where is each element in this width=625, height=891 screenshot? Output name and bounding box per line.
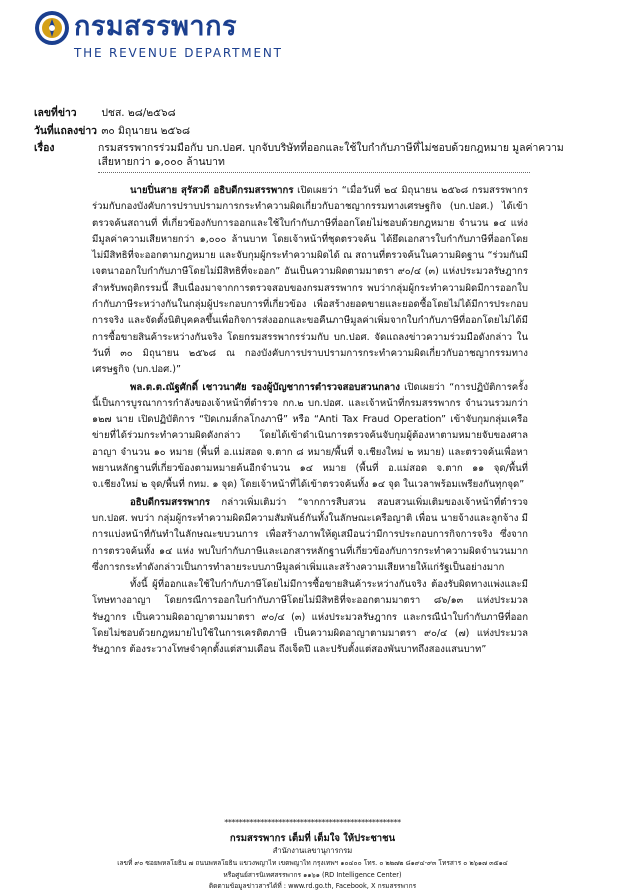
revenue-department-emblem-icon — [34, 8, 70, 48]
paragraph-1-text: เปิดเผยว่า “เมื่อวันที่ ๒๔ มิถุนายน ๒๕๖๘ กรมสรรพากร ร่วมกับกองบังคับการปราบปรามการกระทำความผิดเกี่ยวกับอาชญากรรมทางเศรษฐกิจ (บก.ปอศ.) ได้เข้าตรวจค้นสถานที่ ที่เกี่ยวข้องกับการออกและใช้ใบกำกับภาษีที่ออกโดยไม่ชอบด้วยกฎหมาย จำนวน ๑๔ แห่ง มีมูลค่าความเสียหายกว่า ๑,๐๐๐ ล้านบาท โดยเจ้าหน้าที่ชุดตรวจค้น ได้ยึดเอกสารใบกำกับภาษีที่ออกโดยไม่มีสิทธิที่จะออกตามกฎหมาย และจับกุมผู้กระทำความผิดได้ ณ สถานที่ตรวจค้นในความผิดฐาน “ร่วมกันมีเจตนาออกใบกำกับภาษีโดยไม่มีสิทธิที่จะออก” อันเป็นความผิดตามมาตรา ๙๐/๔ (๓) แห่งประมวลรัษฎากร สำหรับพฤติกรรมนี้ สืบเนื่องมาจากการตรวจสอบของกรมสรรพากร พบว่ากลุ่มผู้กระทำความผิดมีการออกใบกำกับภาษีระหว่างกันในกลุ่มผู้ประกอบการที่เกี่ยวข้อง เพื่อสร้างยอดขายและยอดซื้อโดยไม่ได้มีการประกอบการจริง และจัดตั้งนิติบุคคลขึ้นเพื่อกิจการส่งออกและขอคืนภาษีมูลค่าเพิ่มจากใบกำกับภาษีที่ออกโดยไม่ได้มีการซื้อขายสินค้าระหว่างกันจริง โดยกรมสรรพากรร่วมกับ บก.ปอศ. จัดแถลงข่าวความร่วมมือดังกล่าว ในวันที่ ๓๐ มิถุนายน ๒๕๖๘ ณ กองบังคับการปราบปรามการกระทำความผิดเกี่ยวกับอาชญากรรมทางเศรษฐกิจ (บก.ปอศ.)” — [92, 185, 528, 376]
news-date-label: วันที่แถลงข่าว — [34, 125, 97, 137]
paragraph-3-text: กล่าวเพิ่มเติมว่า “จากการสืบสวน สอบสวนเพิ่มเติมของเจ้าหน้าที่ตำรวจ บก.ปอศ. พบว่า กลุ่มผู้กระทำความผิดมีความสัมพันธ์กันทั้งในลักษณะเครือญาติ เพื่อน นายจ้างและลูกจ้าง มีการแบ่งหน้าที่กันทำในลักษณะขบวนการ เพื่อสร้างภาพให้ดูเสมือนว่ามีการประกอบการกิจการจริง ซึ่งจากการตรวจค้นทั้ง ๑๔ แห่ง พบใบกำกับภาษีและเอกสารหลักฐานที่เกี่ยวข้องกับการกระทำความผิดจำนวนมาก ซึ่งการกระทำดังกล่าวเป็นการทำลายระบบภาษีมูลค่าเพิ่มและสร้างความเสียหายให้แก่รัฐเป็นอย่างมาก — [92, 496, 528, 573]
paragraph-1-speaker: นายปิ่นสาย สุรัสวดี อธิบดีกรมสรรพากร — [130, 185, 294, 196]
paragraph-4: ทั้งนี้ ผู้ที่ออกและใช้ใบกำกับภาษีโดยไม่มีการซื้อขายสินค้าระหว่างกันจริง ต้องรับผิดทางแพ่งและมีโทษทางอาญา โดยกรณีการออกใบกำกับภาษีโดยไม่มีสิทธิที่จะออกตามมาตรา ๘๖/๑๓ แห่งประมวลรัษฎากร เป็นความผิดอาญาตามมาตรา ๙๐/๔ (๓) แห่งประมวลรัษฎากร และกรณีนำใบกำกับภาษีที่ออกโดยไม่ชอบด้วยกฎหมายไปใช้ในการเครดิตภาษี เป็นความผิดอาญาตามมาตรา ๙๐/๔ (๗) แห่งประมวลรัษฎากร ต้องระวางโทษจำคุกตั้งแต่สามเดือน ถึงเจ็ดปี และปรับตั้งแต่สองพันบาทถึงสองแสนบาท” — [92, 579, 528, 656]
paragraph-2-text: เปิดเผยว่า “การปฏิบัติการครั้งนี้เป็นการบูรณาการกำลังของเจ้าหน้าที่ตำรวจ กก.๒ บก.ปอศ. และเจ้าหน้าที่กรมสรรพากร จำนวนรวมกว่า ๑๒๗ นาย เปิดปฏิบัติการ “ปิดเกมส์กลโกงภาษี” หรือ “Anti Tax Fraud Operation” เข้าจับกุมกลุ่มเครือข่ายที่ได้ร่วมกระทำความผิดดังกล่าว โดยได้เข้าดำเนินการตรวจค้นจับกุมผู้ต้องหาตามหมายจับของศาลอาญา จำนวน ๑๐ หมาย (พื้นที่ อ.แม่สอด จ.ตาก ๘ หมาย/พื้นที่ จ.เชียงใหม่ ๒ หมาย) และตรวจค้นเพื่อหาพยานหลักฐานที่เกี่ยวข้องตามหมายค้นอีกจำนวน ๑๔ หมาย (พื้นที่ อ.แม่สอด จ.ตาก ๑๑ จุด/พื้นที่ จ.เชียงใหม่ ๒ จุด/พื้นที่ กทม. ๑ จุด) โดยเจ้าหน้าที่ได้เข้าตรวจค้นทั้ง ๑๔ จุด ในเวลาพร้อมเพรียงกันทุกจุด” — [92, 381, 528, 491]
footer-motto: กรมสรรพากร เต็มที่ เต็มใจ ให้ประชาชน — [229, 833, 396, 844]
subject-label: เรื่อง — [34, 142, 55, 154]
logo-thai-wordmark: กรมสรรพากร — [74, 11, 237, 42]
logo-english-wordmark: THE REVENUE DEPARTMENT — [74, 46, 283, 60]
paragraph-3 — [92, 495, 528, 576]
paragraph-2 — [92, 380, 528, 494]
paragraph-2-speaker: พล.ต.ต.ณัฐศักดิ์ เชาวนาศัย รองผู้บัญชาการตำรวจสอบสวนกลาง — [130, 381, 400, 393]
paragraph-1 — [92, 183, 528, 379]
divider — [98, 172, 530, 173]
news-number: ปชส. ๒๘/๒๕๖๘ — [101, 107, 176, 119]
letterhead — [34, 8, 434, 68]
subject-text: กรมสรรพากรร่วมมือกับ บก.ปอศ. บุกจับบริษัทที่ออกและใช้ใบกำกับภาษีที่ไม่ชอบด้วยกฎหมาย มูลค่าความเสียหายกว่า ๑,๐๐๐ ล้านบาท — [98, 142, 564, 168]
news-number-label: เลขที่ข่าว — [34, 107, 77, 119]
footer-address: เลขที่ ๙๐ ซอยพหลโยธิน ๗ ถนนพหลโยธิน แขวงพญาไท เขตพญาไท กรุงเทพฯ ๑๐๔๐๐ โทร. ๐ ๒๒๗๒ ๘๑๙๔-๙๓ โทรสาร ๐ ๒๖๑๗ ๓๕๑๔ — [117, 859, 508, 867]
subject-row — [34, 141, 566, 169]
news-number-row — [34, 106, 176, 120]
news-date: ๓๐ มิถุนายน ๒๕๖๘ — [101, 125, 190, 137]
star-separator: ************************************************* — [224, 818, 401, 827]
paragraph-3-speaker: อธิบดีกรมสรรพากร — [130, 496, 211, 508]
footer-office: สำนักงานเลขานุการกรม — [272, 846, 353, 855]
footer-call-center: หรือศูนย์สารนิเทศสรรพากร ๑๑๖๑ (RD Intelligence Center) — [223, 871, 402, 879]
footer-contact: ติดตามข้อมูลข่าวสารได้ที่ : www.rd.go.th, Facebook, X กรมสรรพากร — [208, 882, 417, 890]
news-date-row — [34, 124, 190, 138]
press-release-body — [92, 183, 528, 660]
